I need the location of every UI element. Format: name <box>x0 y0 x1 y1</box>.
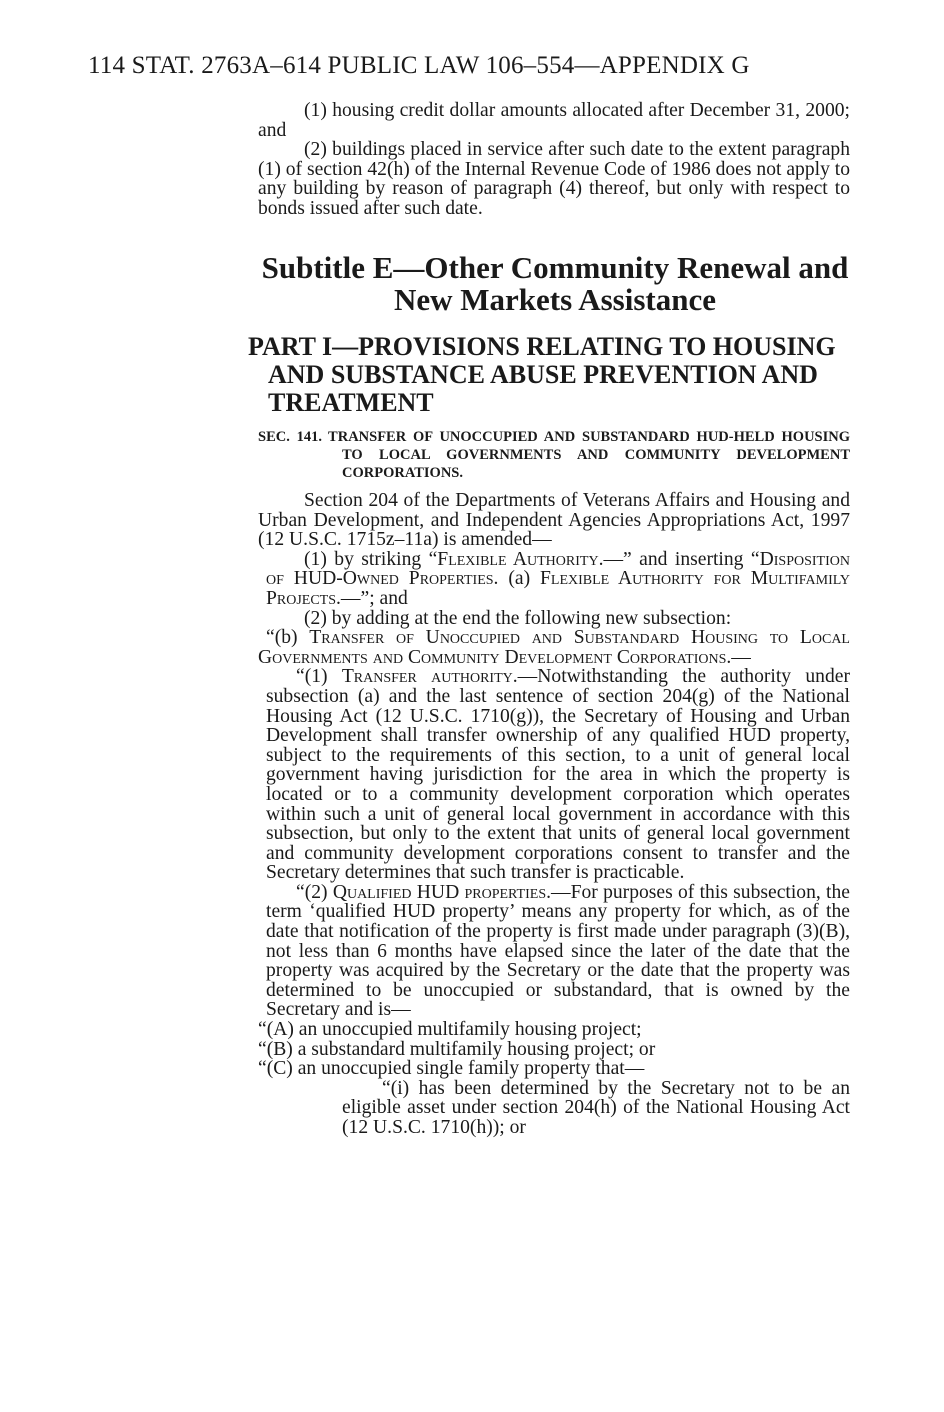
paragraph <box>258 883 850 1020</box>
section-number: SEC. 141. <box>258 429 323 445</box>
amendment-item <box>258 550 850 609</box>
text-run: .— <box>726 646 751 668</box>
text-run: .—Notwithstanding the authority under subsection (a) and the last sentence of section 204(g) of the National Housing Act (12 U.S.C. 1710(g)), the Secretary of Housing and Urban Development shall transfer ownership of any qualified HUD property, subject to the requirements of this section, to a unit of general local government having jurisdiction for the area in which the property is located or to a community development corporation which operates within such a unit of general local government in accordance with this subsection, but only to the extent that units of general local government and community development corporations consent to transfer and the Secretary determines that such transfer is practicable. <box>266 666 850 884</box>
subparagraph: “(A) an unoccupied multifamily housing project; <box>258 1019 642 1041</box>
small-caps-run: Flexible Authority <box>437 548 599 570</box>
subsection-heading <box>258 628 850 667</box>
small-caps-run: Transfer authority <box>341 666 513 688</box>
subparagraph: “(B) a substandard multifamily housing project; or <box>258 1038 656 1060</box>
subparagraph: “(C) an unoccupied single family property that— <box>258 1058 645 1080</box>
top-block <box>258 101 850 219</box>
small-caps-run: Qualified HUD properties <box>332 881 547 903</box>
small-caps-run: Disposition of HUD-Owned Properties <box>266 548 850 590</box>
small-caps-run: Transfer of Unoccupied and Substandard Housing to Local Governments and Community Development Corporations <box>258 627 850 668</box>
paragraph <box>258 667 850 883</box>
text-run: .—”; and <box>336 587 408 609</box>
text-run: .—For purposes of this subsection, the term ‘qualified HUD property’ means any property for which, as of the date that notification of the property is first made under paragraph (3)(B), not less than 6 months have elapsed since the later of the date that the property was acquired by the Secretary or the date that the property was determined to be unoccupied or substandard, that is owned by the Secretary and is— <box>266 881 850 1021</box>
text-run: “(2) <box>296 881 333 903</box>
section-heading <box>258 428 850 482</box>
section-body <box>258 491 850 1138</box>
text-run: (1) by striking “ <box>304 548 438 570</box>
paragraph: (1) housing credit dollar amounts allocated after December 31, 2000; and <box>258 100 850 141</box>
text-run: . (a) <box>493 568 540 590</box>
text-run: .—” and inserting “ <box>598 548 760 570</box>
subtitle-heading: Subtitle E—Other Community Renewal and New Markets Assistance <box>261 250 849 317</box>
text-run: “(b) <box>266 627 310 649</box>
paragraph: (2) buildings placed in service after such date to the extent paragraph (1) of section 42(h) of the Internal Revenue Code of 1986 does not apply to any building by reason of paragraph (4) thereof, but only with respect to bonds issued after such date. <box>258 139 851 219</box>
small-caps-run: Flexible Authority for Multifamily Projects <box>266 568 850 609</box>
amendment-item: (2) by adding at the end the following new subsection: <box>304 607 732 629</box>
part-heading: PART I—PROVISIONS RELATING TO HOUSING AND SUBSTANCE ABUSE PREVENTION AND TREATMENT <box>248 332 836 417</box>
running-head: 114 STAT. 2763A–614 PUBLIC LAW 106–554—APPENDIX G <box>88 52 750 79</box>
text-run: “(1) <box>296 666 342 688</box>
paragraph: Section 204 of the Departments of Veterans Affairs and Housing and Urban Development, and Independent Agencies Appropriations Act, 1997 (12 U.S.C. 1715z–11a) is amended— <box>258 490 850 551</box>
clause: “(i) has been determined by the Secretary not to be an eligible asset under section 204(h) of the National Housing Act (12 U.S.C. 1710(h)); or <box>342 1077 850 1138</box>
section-title: TRANSFER OF UNOCCUPIED AND SUBSTANDARD HUD-HELD HOUSING TO LOCAL GOVERNMENTS AND COMMUNITY DEVELOPMENT CORPORATIONS. <box>328 429 850 481</box>
